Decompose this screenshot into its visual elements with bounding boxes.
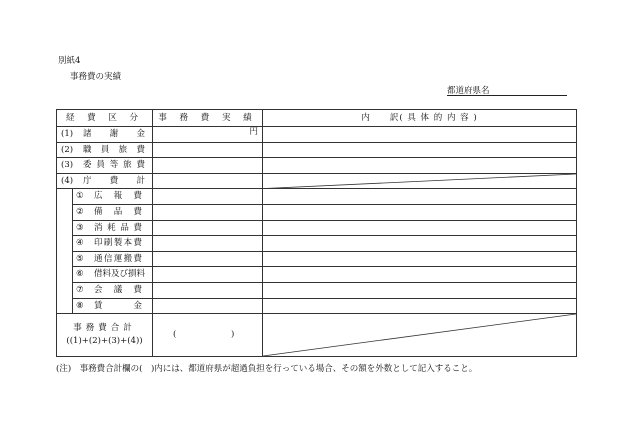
sub-item-name: 広報費 — [94, 191, 142, 202]
header-row — [57, 110, 577, 127]
sub-item-label — [73, 298, 153, 314]
paren-close: ) — [231, 329, 235, 340]
breakdown-cell[interactable] — [263, 142, 577, 158]
total-row — [57, 314, 577, 357]
total-amount-cell[interactable] — [153, 314, 263, 357]
amount-cell[interactable] — [153, 251, 263, 267]
header-category: 経 費 区 分 — [57, 110, 153, 127]
breakdown-cell[interactable] — [263, 220, 577, 236]
yen-unit: 円 — [249, 127, 259, 137]
amount-cell[interactable] — [153, 204, 263, 220]
sub-item-name: 消耗品費 — [94, 222, 142, 233]
amount-cell[interactable] — [153, 173, 263, 189]
amount-cell[interactable] — [153, 158, 263, 174]
diagonal-strike — [263, 174, 576, 189]
document-title: 事務費の実績 — [70, 72, 122, 82]
total-title: 事務費合計 — [73, 323, 136, 334]
table-row — [57, 298, 577, 314]
sub-item-number: ⑧ — [76, 300, 84, 311]
breakdown-cell-crossed — [263, 314, 577, 357]
sub-item-number: ⑥ — [76, 269, 84, 280]
document-label: 別紙4 — [58, 56, 81, 66]
table-row — [57, 189, 577, 205]
amount-cell[interactable] — [153, 282, 263, 298]
sub-item-name: 会議費 — [94, 284, 142, 295]
amount-cell[interactable] — [153, 220, 263, 236]
item-label — [57, 158, 153, 174]
breakdown-cell[interactable] — [263, 267, 577, 283]
item-label — [57, 173, 153, 189]
amount-cell[interactable] — [153, 267, 263, 283]
table-row — [57, 251, 577, 267]
sub-item-label — [73, 251, 153, 267]
breakdown-cell-crossed — [263, 173, 577, 189]
item-label — [57, 142, 153, 158]
table-row — [57, 282, 577, 298]
header-amount: 事 務 費 実 績 — [153, 110, 263, 127]
item-name: 諸謝金 — [83, 129, 145, 139]
breakdown-cell[interactable] — [263, 282, 577, 298]
item-number: (3) — [61, 160, 74, 171]
total-formula: ((1)+(2)+(3)+(4)) — [66, 336, 143, 347]
sub-item-label — [73, 282, 153, 298]
sub-item-name: 賃金 — [94, 300, 142, 311]
sub-item-number: ⑤ — [76, 253, 84, 264]
breakdown-cell[interactable] — [263, 236, 577, 252]
item-number: (4) — [61, 175, 74, 186]
prefecture-underline[interactable] — [447, 95, 567, 96]
sub-item-number: ③ — [76, 222, 84, 233]
header-breakdown: 内 訳( 具 体 的 内 容 ) — [263, 110, 577, 127]
sub-item-label — [73, 204, 153, 220]
table-row — [57, 127, 577, 143]
table-row — [57, 142, 577, 158]
sub-item-number: ② — [76, 206, 84, 217]
table-row — [57, 267, 577, 283]
item-name: 職員旅費 — [83, 144, 145, 155]
breakdown-cell[interactable] — [263, 158, 577, 174]
total-label — [57, 314, 153, 357]
prefecture-label: 都道府県名 — [447, 86, 490, 96]
breakdown-cell[interactable] — [263, 127, 577, 143]
sub-item-name: 借料及び損料 — [94, 269, 146, 280]
sub-item-number: ① — [76, 191, 84, 202]
table-row — [57, 173, 577, 189]
amount-cell[interactable] — [153, 127, 263, 143]
sub-item-label — [73, 236, 153, 252]
amount-cell[interactable] — [153, 298, 263, 314]
breakdown-cell[interactable] — [263, 251, 577, 267]
table-row — [57, 236, 577, 252]
sub-item-number: ⑦ — [76, 284, 84, 295]
breakdown-cell[interactable] — [263, 189, 577, 205]
sub-item-number: ④ — [76, 238, 84, 249]
sub-indent-cell — [57, 189, 73, 314]
sub-item-name: 備品費 — [94, 206, 142, 217]
sub-item-label — [73, 220, 153, 236]
sub-item-label — [73, 267, 153, 283]
expense-table — [56, 109, 577, 357]
amount-cell[interactable] — [153, 236, 263, 252]
item-name: 庁費計 — [83, 175, 145, 186]
item-name: 委員等旅費 — [83, 160, 145, 171]
sub-item-label — [73, 189, 153, 205]
table-row — [57, 220, 577, 236]
table-row — [57, 204, 577, 220]
sub-item-name: 印刷製本費 — [94, 238, 142, 249]
sub-item-name: 通信運搬費 — [94, 253, 142, 264]
breakdown-cell[interactable] — [263, 298, 577, 314]
footnote: (注) 事務費合計欄の( )内には、都道府県が超過負担を行っている場合、その額を外数として記入すること。 — [56, 364, 478, 374]
table-row — [57, 158, 577, 174]
item-label — [57, 127, 153, 143]
item-number: (2) — [61, 144, 74, 155]
amount-cell[interactable] — [153, 189, 263, 205]
amount-cell[interactable] — [153, 142, 263, 158]
breakdown-cell[interactable] — [263, 204, 577, 220]
item-number: (1) — [61, 129, 74, 139]
diagonal-strike — [263, 314, 576, 356]
paren-open: ( — [173, 329, 177, 340]
